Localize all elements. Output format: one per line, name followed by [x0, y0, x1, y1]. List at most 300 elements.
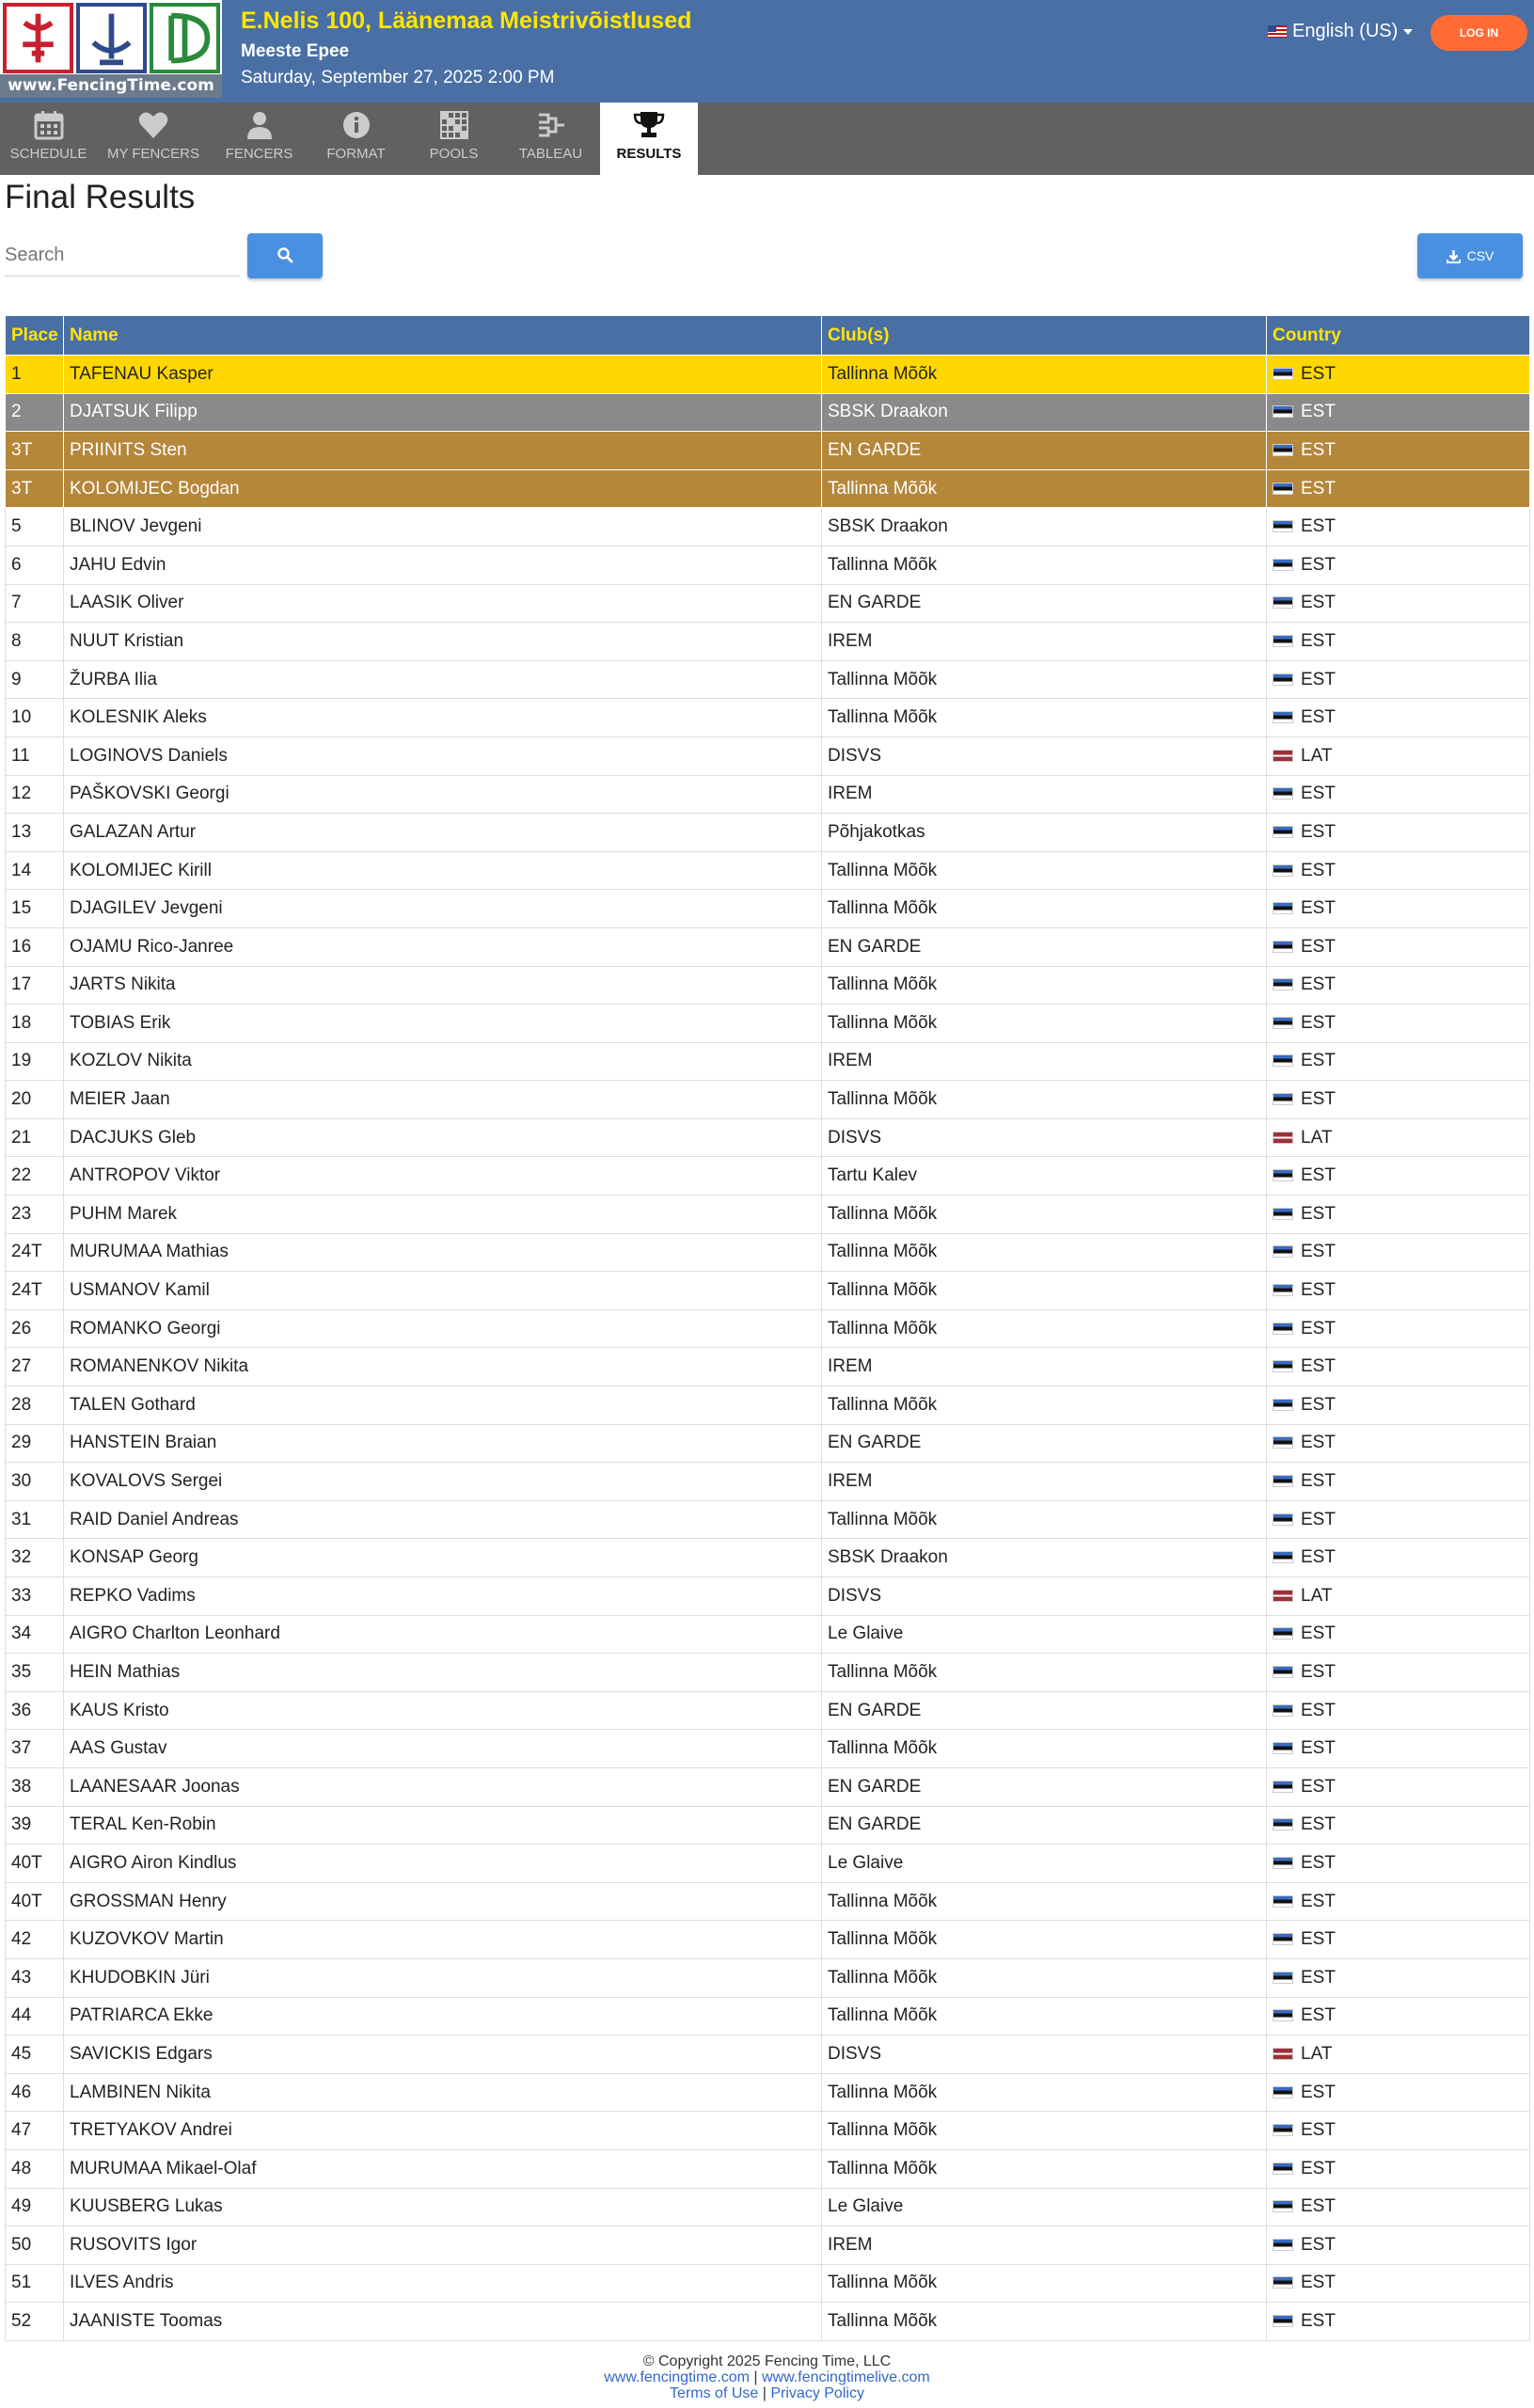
country-cell — [1267, 890, 1530, 928]
club-cell: Tallinna Mõõk — [822, 966, 1267, 1005]
table-row[interactable] — [6, 2073, 1530, 2112]
table-row[interactable] — [6, 1463, 1530, 1501]
nav-bar — [0, 103, 1534, 175]
fencer-name-cell[interactable]: ŽURBA Ilia — [64, 660, 822, 699]
estonia-flag-icon — [1273, 902, 1293, 914]
country-code: LAT — [1301, 745, 1333, 766]
fencer-name-cell[interactable]: LAANESAAR Joonas — [64, 1767, 822, 1806]
club-cell: Tallinna Mõõk — [822, 1309, 1267, 1348]
table-row[interactable] — [6, 1233, 1530, 1272]
country-code: EST — [1301, 1203, 1336, 1224]
table-row[interactable] — [6, 851, 1530, 890]
terms-link[interactable]: Terms of Use — [670, 2385, 759, 2401]
place-cell: 16 — [6, 927, 64, 966]
country-cell — [1267, 1081, 1530, 1119]
estonia-flag-icon — [1273, 2276, 1293, 2289]
place-cell: 9 — [6, 660, 64, 699]
estonia-flag-icon — [1273, 1475, 1293, 1487]
fencer-name-cell[interactable]: PRIINITS Sten — [64, 432, 822, 470]
club-cell: Tallinna Mõõk — [822, 851, 1267, 890]
estonia-flag-icon — [1273, 826, 1293, 838]
club-cell: DISVS — [822, 737, 1267, 775]
club-cell: Tallinna Mõõk — [822, 1196, 1267, 1234]
country-code: EST — [1301, 974, 1336, 995]
table-row[interactable] — [6, 1845, 1530, 1883]
fencer-name-cell[interactable]: ROMANENKOV Nikita — [64, 1348, 822, 1386]
country-code: EST — [1301, 1967, 1336, 1988]
club-cell: Tallinna Mõõk — [822, 1005, 1267, 1043]
footer-separator: | — [762, 2385, 767, 2401]
tab-label: MY FENCERS — [106, 146, 200, 162]
country-cell — [1267, 660, 1530, 699]
fencer-name-cell[interactable]: HEIN Mathias — [64, 1654, 822, 1692]
club-cell: IREM — [822, 1348, 1267, 1386]
table-row[interactable] — [6, 1157, 1530, 1196]
table-row[interactable] — [6, 2188, 1530, 2226]
estonia-flag-icon — [1273, 1054, 1293, 1067]
header — [0, 0, 1534, 103]
place-cell: 22 — [6, 1157, 64, 1196]
fencer-name-cell[interactable]: GROSSMAN Henry — [64, 1882, 822, 1921]
club-cell: EN GARDE — [822, 1767, 1267, 1806]
table-row[interactable] — [6, 775, 1530, 814]
results-body — [6, 356, 1530, 2341]
fencer-name-cell[interactable]: LAMBINEN Nikita — [64, 2073, 822, 2112]
country-code: EST — [1301, 1394, 1336, 1415]
table-row[interactable] — [6, 2036, 1530, 2074]
table-row[interactable] — [6, 966, 1530, 1005]
fencer-name-cell[interactable]: AIGRO Charlton Leonhard — [64, 1615, 822, 1654]
foil-logo-icon — [76, 3, 147, 73]
country-code: EST — [1301, 2234, 1336, 2255]
fencer-name-cell[interactable]: KHUDOBKIN Jüri — [64, 1958, 822, 1997]
fencer-name-cell[interactable]: KAUS Kristo — [64, 1691, 822, 1730]
fencer-name-cell[interactable]: DACJUKS Gleb — [64, 1118, 822, 1157]
club-cell: EN GARDE — [822, 1424, 1267, 1463]
place-cell: 52 — [6, 2303, 64, 2341]
country-cell — [1267, 469, 1530, 508]
club-cell: Tallinna Mõõk — [822, 1233, 1267, 1272]
club-cell: Tallinna Mõõk — [822, 2303, 1267, 2341]
country-code: EST — [1301, 593, 1336, 613]
language-label: English (US) — [1292, 21, 1399, 41]
place-cell: 3T — [6, 432, 64, 470]
table-row[interactable] — [6, 1081, 1530, 1119]
fencer-name-cell[interactable]: TERAL Ken-Robin — [64, 1806, 822, 1845]
place-cell: 12 — [6, 775, 64, 814]
table-row[interactable] — [6, 1958, 1530, 1997]
country-cell — [1267, 1921, 1530, 1959]
column-header-country[interactable]: Country — [1267, 316, 1530, 356]
fencer-name-cell[interactable]: JAHU Edvin — [64, 546, 822, 584]
fencer-name-cell[interactable]: AAS Gustav — [64, 1730, 822, 1768]
club-cell: Tallinna Mõõk — [822, 1386, 1267, 1425]
place-cell: 51 — [6, 2264, 64, 2303]
fencer-name-cell[interactable]: TAFENAU Kasper — [64, 356, 822, 394]
country-cell — [1267, 432, 1530, 470]
estonia-flag-icon — [1273, 1169, 1293, 1181]
fencer-name-cell[interactable]: ILVES Andris — [64, 2264, 822, 2303]
club-cell: IREM — [822, 2226, 1267, 2265]
country-cell — [1267, 2112, 1530, 2150]
fencer-name-cell[interactable]: PAŠKOVSKI Georgi — [64, 775, 822, 814]
latvia-flag-icon — [1273, 2048, 1293, 2060]
tab-format[interactable] — [308, 103, 404, 175]
place-cell: 24T — [6, 1272, 64, 1310]
logo-url-text: www.FencingTime.com — [0, 74, 222, 98]
table-row[interactable] — [6, 1806, 1530, 1845]
club-cell: IREM — [822, 1463, 1267, 1501]
fencer-name-cell[interactable]: ANTROPOV Viktor — [64, 1157, 822, 1196]
table-row[interactable] — [6, 1424, 1530, 1463]
table-row[interactable] — [6, 546, 1530, 584]
country-cell — [1267, 2149, 1530, 2188]
table-row[interactable] — [6, 1882, 1530, 1921]
place-cell: 19 — [6, 1042, 64, 1081]
place-cell: 40T — [6, 1882, 64, 1921]
fencer-name-cell[interactable]: MURUMAA Mathias — [64, 1233, 822, 1272]
country-cell — [1267, 1615, 1530, 1654]
search-input[interactable] — [5, 235, 240, 277]
country-code: EST — [1301, 707, 1336, 728]
table-row[interactable] — [6, 1539, 1530, 1577]
fencer-name-cell[interactable]: LOGINOVS Daniels — [64, 737, 822, 775]
club-cell: IREM — [822, 1042, 1267, 1081]
csv-download-button[interactable] — [1417, 233, 1523, 278]
country-cell — [1267, 927, 1530, 966]
table-row[interactable] — [6, 356, 1530, 394]
tab-tableau[interactable] — [502, 103, 599, 175]
tab-label: FENCERS — [225, 146, 293, 162]
copyright-text: © Copyright 2025 Fencing Time, LLC — [642, 2353, 892, 2369]
estonia-flag-icon — [1273, 1742, 1293, 1754]
place-cell: 31 — [6, 1500, 64, 1539]
fencer-name-cell[interactable]: HANSTEIN Braian — [64, 1424, 822, 1463]
club-cell: DISVS — [822, 1118, 1267, 1157]
club-cell: Tallinna Mõõk — [822, 2264, 1267, 2303]
country-code: EST — [1301, 2273, 1336, 2293]
column-header-name[interactable]: Name — [64, 316, 822, 356]
country-cell — [1267, 508, 1530, 547]
place-cell: 29 — [6, 1424, 64, 1463]
fencer-name-cell[interactable]: REPKO Vadims — [64, 1577, 822, 1616]
fencer-name-cell[interactable]: KUZOVKOV Martin — [64, 1921, 822, 1959]
club-cell: Tallinna Mõõk — [822, 2149, 1267, 2188]
table-row[interactable] — [6, 2112, 1530, 2150]
table-row[interactable] — [6, 1500, 1530, 1539]
download-icon — [1447, 249, 1461, 263]
table-row[interactable] — [6, 927, 1530, 966]
epee-logo-icon — [150, 3, 220, 73]
place-cell: 30 — [6, 1463, 64, 1501]
club-cell: Tallinna Mõõk — [822, 2073, 1267, 2112]
club-cell: Le Glaive — [822, 1845, 1267, 1883]
club-cell: EN GARDE — [822, 584, 1267, 623]
fencer-name-cell[interactable]: OJAMU Rico-Janree — [64, 927, 822, 966]
fencer-name-cell[interactable]: USMANOV Kamil — [64, 1272, 822, 1310]
country-cell — [1267, 2073, 1530, 2112]
fencer-name-cell[interactable]: BLINOV Jevgeni — [64, 508, 822, 547]
fencer-name-cell[interactable]: KOZLOV Nikita — [64, 1042, 822, 1081]
tab-pools[interactable] — [405, 103, 502, 175]
club-cell: Tallinna Mõõk — [822, 1730, 1267, 1768]
fencingtime-link[interactable]: www.fencingtime.com — [604, 2369, 750, 2385]
login-button[interactable]: LOG IN — [1431, 15, 1527, 51]
country-cell — [1267, 356, 1530, 394]
table-row[interactable] — [6, 660, 1530, 699]
fencer-name-cell[interactable]: TOBIAS Erik — [64, 1005, 822, 1043]
place-cell: 15 — [6, 890, 64, 928]
estonia-flag-icon — [1273, 864, 1293, 877]
table-row[interactable] — [6, 1196, 1530, 1234]
fencer-name-cell[interactable]: JARTS Nikita — [64, 966, 822, 1005]
country-code: EST — [1301, 669, 1336, 689]
footer-separator: | — [753, 2369, 758, 2385]
fencer-name-cell[interactable]: MEIER Jaan — [64, 1081, 822, 1119]
estonia-flag-icon — [1273, 1513, 1293, 1526]
club-cell: Tallinna Mõõk — [822, 2112, 1267, 2150]
table-row[interactable] — [6, 393, 1530, 432]
country-code: EST — [1301, 1433, 1336, 1453]
results-table — [5, 315, 1530, 2341]
table-row[interactable] — [6, 469, 1530, 508]
tab-results[interactable] — [600, 103, 698, 175]
estonia-flag-icon — [1273, 2009, 1293, 2021]
privacy-link[interactable]: Privacy Policy — [770, 2385, 864, 2401]
fencer-name-cell[interactable]: RUSOVITS Igor — [64, 2226, 822, 2265]
table-row[interactable] — [6, 1348, 1530, 1386]
footer — [0, 2353, 1534, 2401]
country-cell — [1267, 2264, 1530, 2303]
place-cell: 43 — [6, 1958, 64, 1997]
trophy-icon — [633, 110, 665, 140]
us-flag-icon — [1268, 25, 1287, 38]
place-cell: 48 — [6, 2149, 64, 2188]
table-row[interactable] — [6, 1691, 1530, 1730]
fencer-name-cell[interactable]: NUUT Kristian — [64, 623, 822, 661]
place-cell: 40T — [6, 1845, 64, 1883]
table-row[interactable] — [6, 1386, 1530, 1425]
club-cell: Tallinna Mõõk — [822, 469, 1267, 508]
fencer-name-cell[interactable]: DJAGILEV Jevgeni — [64, 890, 822, 928]
table-row[interactable] — [6, 1615, 1530, 1654]
table-row[interactable] — [6, 508, 1530, 547]
estonia-flag-icon — [1273, 483, 1293, 495]
place-cell: 8 — [6, 623, 64, 661]
table-row[interactable] — [6, 1272, 1530, 1310]
fencer-name-cell[interactable]: JAANISTE Toomas — [64, 2303, 822, 2341]
tab-fencers[interactable] — [211, 103, 308, 175]
table-row[interactable] — [6, 1005, 1530, 1043]
grid-icon — [438, 110, 470, 140]
fencer-name-cell[interactable]: PUHM Marek — [64, 1196, 822, 1234]
tab-label: FORMAT — [326, 146, 386, 162]
country-code: EST — [1301, 1776, 1336, 1797]
club-cell: Tallinna Mõõk — [822, 1500, 1267, 1539]
table-row[interactable] — [6, 737, 1530, 775]
fencer-name-cell[interactable]: KUUSBERG Lukas — [64, 2188, 822, 2226]
country-cell — [1267, 1882, 1530, 1921]
country-code: EST — [1301, 1012, 1336, 1033]
table-row[interactable] — [6, 2264, 1530, 2303]
fencer-name-cell[interactable]: GALAZAN Artur — [64, 814, 822, 852]
estonia-flag-icon — [1273, 1551, 1293, 1563]
country-code: EST — [1301, 402, 1336, 422]
country-cell — [1267, 1157, 1530, 1196]
table-row[interactable] — [6, 814, 1530, 852]
estonia-flag-icon — [1273, 1857, 1293, 1869]
country-cell — [1267, 1845, 1530, 1883]
fencingtimelive-link[interactable]: www.fencingtimelive.com — [762, 2369, 930, 2385]
fencer-name-cell[interactable]: MURUMAA Mikael-Olaf — [64, 2149, 822, 2188]
estonia-flag-icon — [1273, 520, 1293, 532]
estonia-flag-icon — [1273, 444, 1293, 456]
country-code: EST — [1301, 1814, 1336, 1835]
place-cell: 10 — [6, 699, 64, 737]
search-icon — [277, 246, 293, 263]
caret-down-icon — [1403, 29, 1413, 35]
club-cell: Tartu Kalev — [822, 1157, 1267, 1196]
place-cell: 23 — [6, 1196, 64, 1234]
tab-schedule[interactable] — [0, 103, 97, 175]
fencer-name-cell[interactable]: PATRIARCA Ekke — [64, 1997, 822, 2036]
club-cell: Le Glaive — [822, 2188, 1267, 2226]
fencer-name-cell[interactable]: KOLESNIK Aleks — [64, 699, 822, 737]
table-row[interactable] — [6, 2303, 1530, 2341]
club-cell: Tallinna Mõõk — [822, 1958, 1267, 1997]
club-cell: Le Glaive — [822, 1615, 1267, 1654]
sabre-logo-icon — [3, 3, 73, 73]
place-cell: 6 — [6, 546, 64, 584]
tab-my-fencers[interactable] — [102, 103, 205, 175]
country-code: EST — [1301, 1509, 1336, 1529]
country-cell — [1267, 1309, 1530, 1348]
country-cell — [1267, 623, 1530, 661]
country-cell — [1267, 1806, 1530, 1845]
table-row[interactable] — [6, 1997, 1530, 2036]
fencer-name-cell[interactable]: LAASIK Oliver — [64, 584, 822, 623]
country-cell — [1267, 851, 1530, 890]
country-code: LAT — [1301, 1127, 1333, 1148]
fencer-name-cell[interactable]: KOVALOVS Sergei — [64, 1463, 822, 1501]
estonia-flag-icon — [1273, 1436, 1293, 1449]
table-row[interactable] — [6, 1042, 1530, 1081]
place-cell: 1 — [6, 356, 64, 394]
country-cell — [1267, 2303, 1530, 2341]
country-cell — [1267, 814, 1530, 852]
table-row[interactable] — [6, 890, 1530, 928]
place-cell: 7 — [6, 584, 64, 623]
table-row[interactable] — [6, 1118, 1530, 1157]
fencer-name-cell[interactable]: KONSAP Georg — [64, 1539, 822, 1577]
country-code: LAT — [1301, 2043, 1333, 2064]
fencer-name-cell[interactable]: AIGRO Airon Kindlus — [64, 1845, 822, 1883]
tab-label: SCHEDULE — [9, 146, 87, 162]
fencer-name-cell[interactable]: KOLOMIJEC Kirill — [64, 851, 822, 890]
country-cell — [1267, 1348, 1530, 1386]
country-cell — [1267, 775, 1530, 814]
place-cell: 13 — [6, 814, 64, 852]
table-row[interactable] — [6, 432, 1530, 470]
club-cell: IREM — [822, 775, 1267, 814]
table-row[interactable] — [6, 623, 1530, 661]
estonia-flag-icon — [1273, 1972, 1293, 1984]
country-cell — [1267, 2036, 1530, 2074]
table-row[interactable] — [6, 2226, 1530, 2265]
country-code: EST — [1301, 2005, 1336, 2026]
place-cell: 45 — [6, 2036, 64, 2074]
language-selector[interactable] — [1268, 21, 1413, 42]
estonia-flag-icon — [1273, 1245, 1293, 1258]
place-cell: 46 — [6, 2073, 64, 2112]
place-cell: 3T — [6, 469, 64, 508]
place-cell: 5 — [6, 508, 64, 547]
estonia-flag-icon — [1273, 2315, 1293, 2327]
place-cell: 26 — [6, 1309, 64, 1348]
country-code: EST — [1301, 439, 1336, 460]
table-row[interactable] — [6, 2149, 1530, 2188]
table-header-row — [6, 316, 1530, 356]
club-cell: EN GARDE — [822, 432, 1267, 470]
table-row[interactable] — [6, 1730, 1530, 1768]
country-code: EST — [1301, 2196, 1336, 2217]
place-cell: 37 — [6, 1730, 64, 1768]
fencer-name-cell[interactable]: SAVICKIS Edgars — [64, 2036, 822, 2074]
country-code: EST — [1301, 2120, 1336, 2141]
column-header-place[interactable]: Place — [6, 316, 64, 356]
table-row[interactable] — [6, 1309, 1530, 1348]
table-row[interactable] — [6, 699, 1530, 737]
place-cell: 21 — [6, 1118, 64, 1157]
estonia-flag-icon — [1273, 1933, 1293, 1945]
country-cell — [1267, 1118, 1530, 1157]
place-cell: 35 — [6, 1654, 64, 1692]
table-row[interactable] — [6, 1921, 1530, 1959]
estonia-flag-icon — [1273, 1093, 1293, 1105]
fencer-name-cell[interactable]: ROMANKO Georgi — [64, 1309, 822, 1348]
tab-label: RESULTS — [616, 146, 682, 162]
table-row[interactable] — [6, 1654, 1530, 1692]
fencer-name-cell[interactable]: DJATSUK Filipp — [64, 393, 822, 432]
person-icon — [244, 110, 276, 140]
estonia-flag-icon — [1273, 1017, 1293, 1029]
country-code: EST — [1301, 1471, 1336, 1492]
bracket-icon — [535, 110, 567, 140]
table-row[interactable] — [6, 584, 1530, 623]
club-cell: Tallinna Mõõk — [822, 1997, 1267, 2036]
table-row[interactable] — [6, 1577, 1530, 1616]
country-code: EST — [1301, 1738, 1336, 1759]
fencingtime-logo[interactable] — [0, 0, 222, 98]
column-header-club[interactable]: Club(s) — [822, 316, 1267, 356]
country-cell — [1267, 2188, 1530, 2226]
latvia-flag-icon — [1273, 1590, 1293, 1602]
fencer-name-cell[interactable]: RAID Daniel Andreas — [64, 1500, 822, 1539]
fencer-name-cell[interactable]: TALEN Gothard — [64, 1386, 822, 1425]
fencer-name-cell[interactable]: KOLOMIJEC Bogdan — [64, 469, 822, 508]
club-cell: Tallinna Mõõk — [822, 890, 1267, 928]
club-cell: Tallinna Mõõk — [822, 699, 1267, 737]
country-cell — [1267, 699, 1530, 737]
club-cell: SBSK Draakon — [822, 508, 1267, 547]
club-cell: Tallinna Mõõk — [822, 546, 1267, 584]
fencer-name-cell[interactable]: TRETYAKOV Andrei — [64, 2112, 822, 2150]
country-cell — [1267, 1272, 1530, 1310]
country-code: EST — [1301, 1280, 1336, 1301]
table-row[interactable] — [6, 1767, 1530, 1806]
search-button[interactable] — [247, 233, 323, 278]
estonia-flag-icon — [1273, 368, 1293, 380]
